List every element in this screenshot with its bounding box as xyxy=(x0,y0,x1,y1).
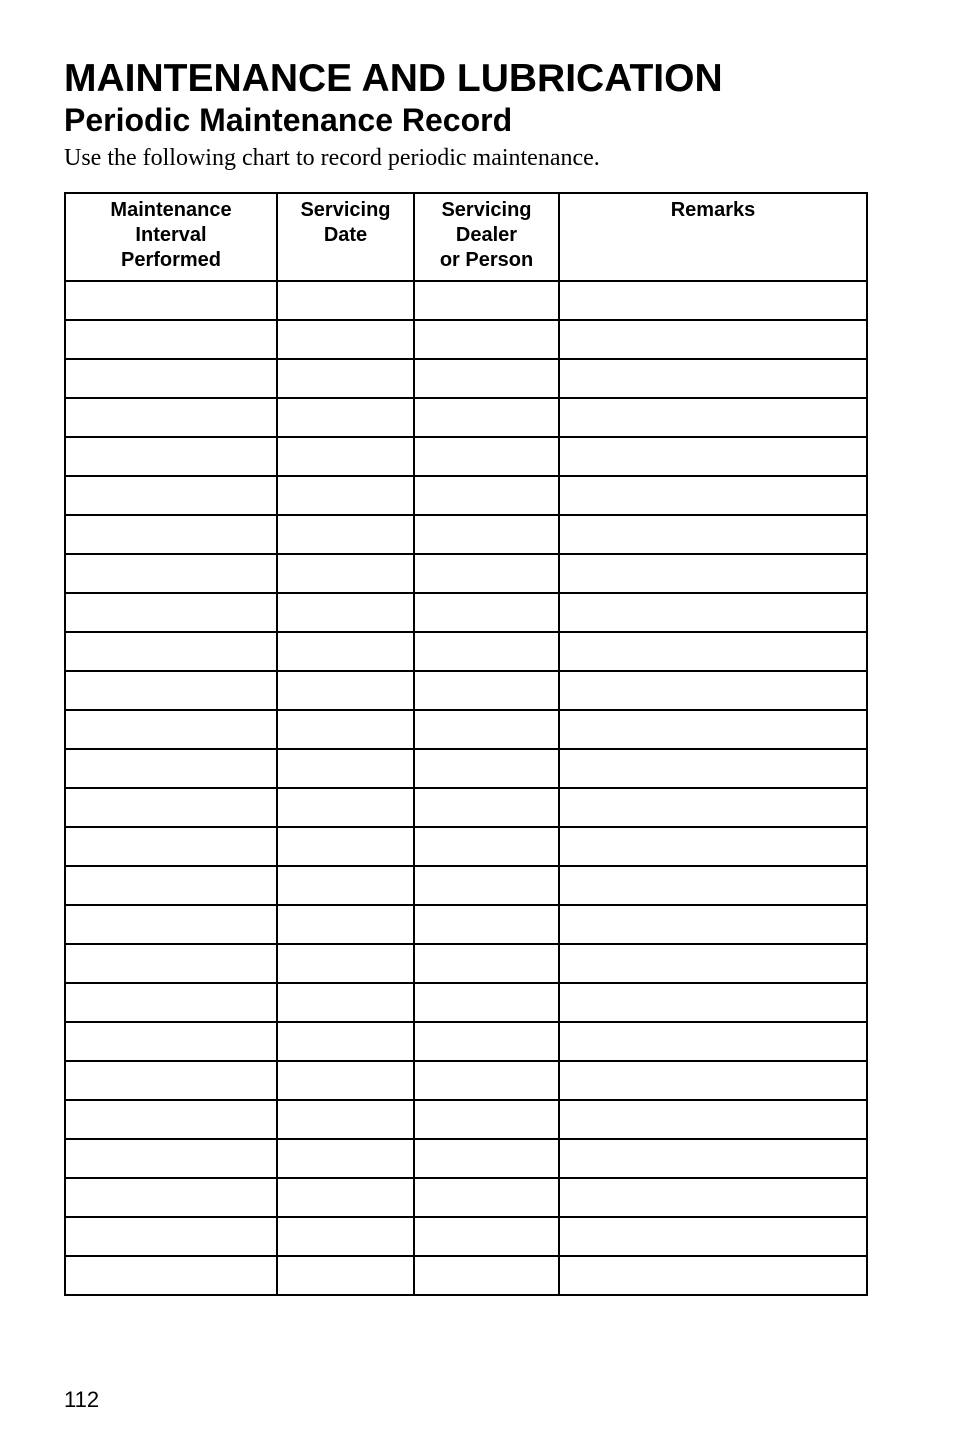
cell-date[interactable] xyxy=(277,398,414,437)
cell-interval[interactable] xyxy=(65,827,277,866)
cell-remarks[interactable] xyxy=(559,1061,867,1100)
cell-dealer[interactable] xyxy=(414,1022,559,1061)
table-row xyxy=(65,281,867,320)
cell-dealer[interactable] xyxy=(414,476,559,515)
cell-remarks[interactable] xyxy=(559,905,867,944)
cell-interval[interactable] xyxy=(65,437,277,476)
cell-date[interactable] xyxy=(277,983,414,1022)
cell-remarks[interactable] xyxy=(559,281,867,320)
cell-interval[interactable] xyxy=(65,1100,277,1139)
table-row xyxy=(65,398,867,437)
cell-interval[interactable] xyxy=(65,1061,277,1100)
cell-date[interactable] xyxy=(277,632,414,671)
cell-dealer[interactable] xyxy=(414,788,559,827)
cell-remarks[interactable] xyxy=(559,944,867,983)
cell-date[interactable] xyxy=(277,593,414,632)
cell-date[interactable] xyxy=(277,1022,414,1061)
cell-remarks[interactable] xyxy=(559,554,867,593)
cell-dealer[interactable] xyxy=(414,437,559,476)
cell-dealer[interactable] xyxy=(414,593,559,632)
page-number: 112 xyxy=(64,1387,100,1412)
cell-date[interactable] xyxy=(277,281,414,320)
cell-date[interactable] xyxy=(277,944,414,983)
table-row xyxy=(65,710,867,749)
cell-interval[interactable] xyxy=(65,1256,277,1295)
cell-dealer[interactable] xyxy=(414,671,559,710)
cell-interval[interactable] xyxy=(65,359,277,398)
cell-date[interactable] xyxy=(277,1139,414,1178)
table-row xyxy=(65,983,867,1022)
cell-interval[interactable] xyxy=(65,554,277,593)
cell-interval[interactable] xyxy=(65,281,277,320)
cell-dealer[interactable] xyxy=(414,710,559,749)
table-row xyxy=(65,1256,867,1295)
cell-remarks[interactable] xyxy=(559,710,867,749)
table-row xyxy=(65,671,867,710)
cell-interval[interactable] xyxy=(65,1217,277,1256)
table-row xyxy=(65,866,867,905)
cell-interval[interactable] xyxy=(65,320,277,359)
cell-dealer[interactable] xyxy=(414,515,559,554)
cell-dealer[interactable] xyxy=(414,1217,559,1256)
cell-date[interactable] xyxy=(277,476,414,515)
cell-interval[interactable] xyxy=(65,983,277,1022)
cell-date[interactable] xyxy=(277,1256,414,1295)
table-header-row xyxy=(65,193,867,281)
cell-dealer[interactable] xyxy=(414,554,559,593)
cell-remarks[interactable] xyxy=(559,1022,867,1061)
table-row xyxy=(65,632,867,671)
cell-date[interactable] xyxy=(277,1061,414,1100)
table-row xyxy=(65,1061,867,1100)
cell-dealer[interactable] xyxy=(414,398,559,437)
cell-remarks[interactable] xyxy=(559,1217,867,1256)
cell-date[interactable] xyxy=(277,710,414,749)
cell-dealer[interactable] xyxy=(414,281,559,320)
cell-interval[interactable] xyxy=(65,476,277,515)
cell-interval[interactable] xyxy=(65,866,277,905)
table-row xyxy=(65,905,867,944)
table-row xyxy=(65,827,867,866)
table-row xyxy=(65,515,867,554)
table-row xyxy=(65,554,867,593)
cell-remarks[interactable] xyxy=(559,827,867,866)
cell-interval[interactable] xyxy=(65,710,277,749)
cell-dealer[interactable] xyxy=(414,1061,559,1100)
cell-remarks[interactable] xyxy=(559,398,867,437)
cell-date[interactable] xyxy=(277,788,414,827)
cell-remarks[interactable] xyxy=(559,749,867,788)
intro-text: Use the following chart to record periodic maintenance. xyxy=(64,145,600,171)
cell-remarks[interactable] xyxy=(559,632,867,671)
cell-dealer[interactable] xyxy=(414,827,559,866)
table-row xyxy=(65,1178,867,1217)
cell-dealer[interactable] xyxy=(414,1178,559,1217)
cell-date[interactable] xyxy=(277,515,414,554)
cell-interval[interactable] xyxy=(65,1178,277,1217)
cell-remarks[interactable] xyxy=(559,1139,867,1178)
table-row xyxy=(65,437,867,476)
cell-dealer[interactable] xyxy=(414,632,559,671)
cell-remarks[interactable] xyxy=(559,320,867,359)
cell-dealer[interactable] xyxy=(414,359,559,398)
table-row xyxy=(65,944,867,983)
table-row xyxy=(65,1100,867,1139)
table-row xyxy=(65,359,867,398)
section-title: Periodic Maintenance Record xyxy=(64,102,513,138)
cell-dealer[interactable] xyxy=(414,983,559,1022)
cell-dealer[interactable] xyxy=(414,866,559,905)
cell-remarks[interactable] xyxy=(559,671,867,710)
cell-interval[interactable] xyxy=(65,515,277,554)
cell-remarks[interactable] xyxy=(559,437,867,476)
table-row xyxy=(65,788,867,827)
cell-remarks[interactable] xyxy=(559,593,867,632)
cell-date[interactable] xyxy=(277,359,414,398)
table-row xyxy=(65,749,867,788)
cell-interval[interactable] xyxy=(65,1139,277,1178)
cell-dealer[interactable] xyxy=(414,1100,559,1139)
page-title: MAINTENANCE AND LUBRICATION xyxy=(64,57,723,100)
cell-dealer[interactable] xyxy=(414,1256,559,1295)
cell-interval[interactable] xyxy=(65,632,277,671)
cell-date[interactable] xyxy=(277,437,414,476)
table-row xyxy=(65,320,867,359)
table-row xyxy=(65,593,867,632)
table-body xyxy=(65,281,867,1295)
cell-interval[interactable] xyxy=(65,944,277,983)
cell-date[interactable] xyxy=(277,554,414,593)
cell-date[interactable] xyxy=(277,827,414,866)
cell-interval[interactable] xyxy=(65,905,277,944)
table-row xyxy=(65,1139,867,1178)
table-row xyxy=(65,1022,867,1061)
column-header-dealer: Servicing Dealer or Person xyxy=(414,193,559,281)
cell-date[interactable] xyxy=(277,671,414,710)
column-header-remarks: Remarks xyxy=(559,193,867,281)
cell-remarks[interactable] xyxy=(559,515,867,554)
cell-date[interactable] xyxy=(277,749,414,788)
cell-remarks[interactable] xyxy=(559,1256,867,1295)
column-header-date: Servicing Date xyxy=(277,193,414,281)
cell-dealer[interactable] xyxy=(414,320,559,359)
cell-interval[interactable] xyxy=(65,1022,277,1061)
maintenance-record-table xyxy=(64,192,868,1296)
cell-interval[interactable] xyxy=(65,671,277,710)
cell-date[interactable] xyxy=(277,320,414,359)
cell-dealer[interactable] xyxy=(414,1139,559,1178)
cell-date[interactable] xyxy=(277,905,414,944)
cell-interval[interactable] xyxy=(65,593,277,632)
cell-interval[interactable] xyxy=(65,788,277,827)
cell-date[interactable] xyxy=(277,866,414,905)
cell-remarks[interactable] xyxy=(559,1100,867,1139)
cell-remarks[interactable] xyxy=(559,788,867,827)
cell-interval[interactable] xyxy=(65,398,277,437)
cell-remarks[interactable] xyxy=(559,983,867,1022)
table-row xyxy=(65,476,867,515)
cell-dealer[interactable] xyxy=(414,905,559,944)
cell-dealer[interactable] xyxy=(414,944,559,983)
cell-date[interactable] xyxy=(277,1178,414,1217)
column-header-interval: Maintenance Interval Performed xyxy=(65,193,277,281)
cell-remarks[interactable] xyxy=(559,476,867,515)
table-row xyxy=(65,1217,867,1256)
cell-remarks[interactable] xyxy=(559,866,867,905)
cell-date[interactable] xyxy=(277,1217,414,1256)
cell-remarks[interactable] xyxy=(559,359,867,398)
cell-dealer[interactable] xyxy=(414,749,559,788)
cell-remarks[interactable] xyxy=(559,1178,867,1217)
cell-interval[interactable] xyxy=(65,749,277,788)
cell-date[interactable] xyxy=(277,1100,414,1139)
